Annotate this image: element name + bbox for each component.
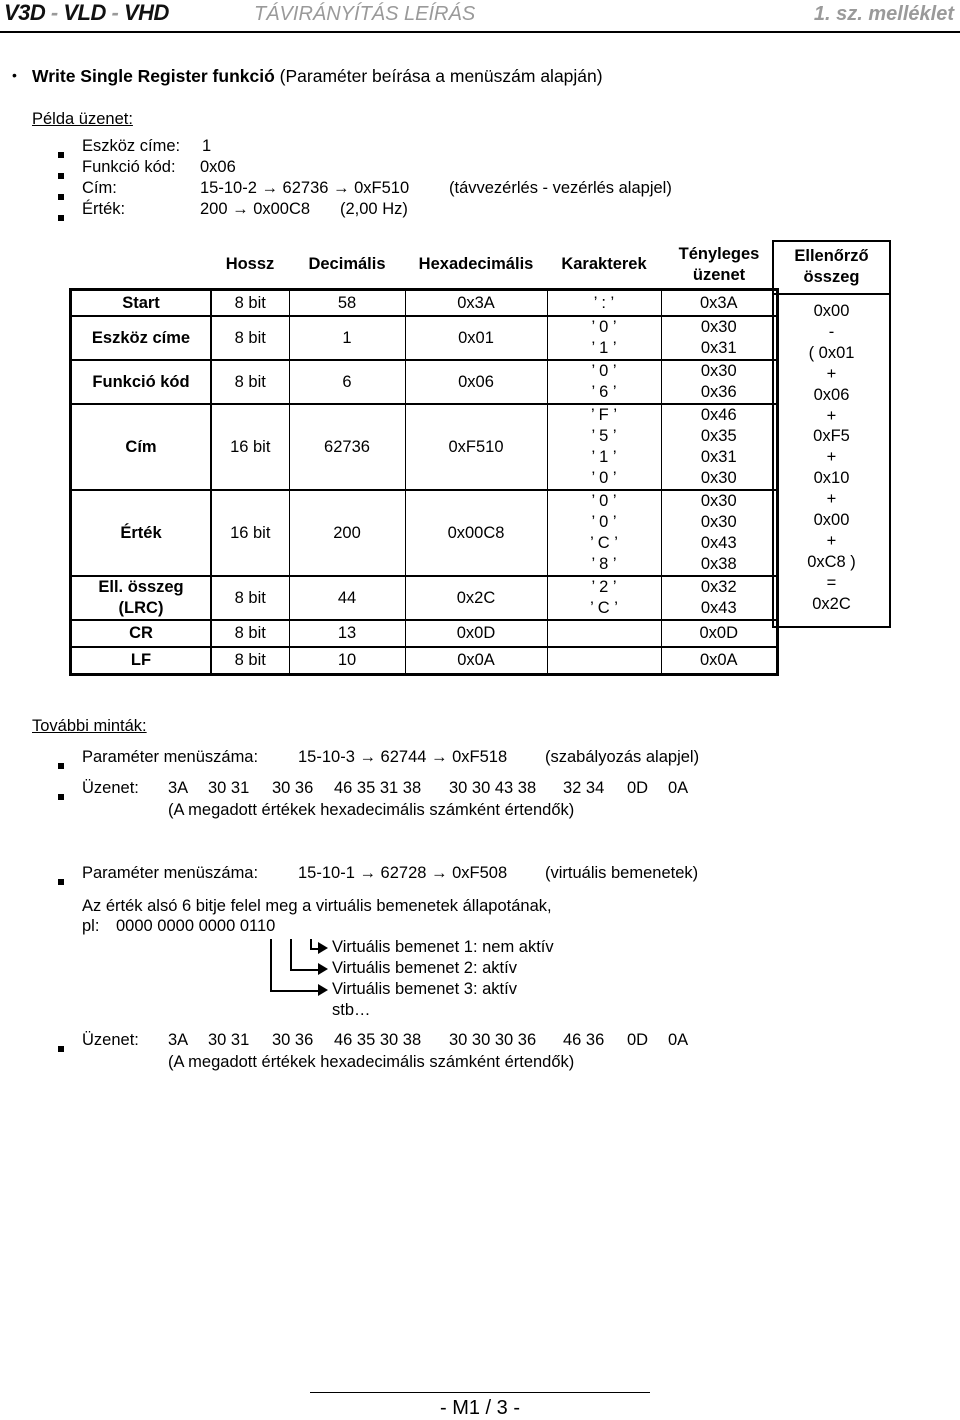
char-value: ’ 6 ’ (591, 383, 617, 401)
char-value: ’ C ’ (590, 599, 618, 617)
checksum-line: ( 0x01 (808, 343, 855, 362)
ex2-note: (virtuális bemenetek) (545, 864, 699, 882)
ex1-label: Paraméter menüszáma: (82, 748, 259, 766)
row-hex: 0x0A (405, 647, 547, 674)
actual-value: 0x0A (699, 651, 738, 669)
row-actual (661, 316, 777, 360)
char-value: ’ 1 ’ (591, 339, 617, 357)
table-row (71, 360, 777, 404)
message-byte: 3A (168, 779, 189, 797)
row-hex: 0x2C (405, 576, 547, 620)
char-value: ’ 0 ’ (591, 492, 617, 510)
message-byte: 0D (627, 779, 649, 797)
row-chars (547, 360, 661, 404)
actual-value: 0x31 (700, 339, 737, 357)
table-row (71, 290, 777, 316)
footer-line (310, 1392, 650, 1393)
actual-value: 0x36 (700, 383, 737, 401)
table-row (71, 316, 777, 360)
row-decimal: 10 (289, 647, 405, 674)
checksum-line: 0xC8 ) (807, 552, 856, 571)
msg1-note: (A megadott értékek hexadecimális számként értendők) (168, 801, 575, 819)
row-decimal: 62736 (289, 404, 405, 490)
example-label: Példa üzenet: (32, 110, 133, 128)
row-length: 8 bit (211, 576, 289, 620)
bit-connector-horizontal (290, 969, 318, 971)
row-hex: 0x01 (405, 316, 547, 360)
actual-value: 0x3A (699, 293, 738, 312)
bullet-square (58, 871, 64, 890)
section-title: Write Single Register funkció (Paraméter beírása a menüszám alapján) (32, 66, 603, 86)
bullet-square (58, 165, 64, 184)
actual-value: 0x43 (700, 599, 737, 617)
row-length: 8 bit (211, 647, 289, 674)
row-length: 16 bit (211, 490, 289, 576)
virtual-input-item: stb… (332, 1001, 371, 1019)
checksum-line: 0x00 (813, 511, 850, 530)
arrow-right-icon (318, 963, 328, 975)
actual-value: 0x31 (700, 448, 737, 466)
actual-value: 0x35 (700, 427, 737, 445)
item-label: Funkció kód: (82, 158, 176, 176)
row-name: CR (71, 620, 211, 647)
char-value: ’ 0 ’ (591, 362, 617, 380)
item-value: 1 (202, 137, 212, 155)
message-byte: 0A (668, 779, 689, 797)
actual-value: 0x30 (700, 362, 737, 380)
checksum-line: 0xF5 (813, 427, 850, 446)
row-name: Eszköz címe (71, 316, 211, 360)
row-chars (547, 316, 661, 360)
row-length: 8 bit (211, 290, 289, 316)
actual-value: 0x30 (700, 492, 737, 510)
char-value: ’ 0 ’ (591, 318, 617, 336)
message-byte: 30 30 43 38 (449, 779, 537, 797)
actual-value: 0x0D (699, 624, 739, 642)
row-actual (661, 490, 777, 576)
row-hex: 0x0D (405, 620, 547, 647)
row-name: Start (71, 290, 211, 316)
virtual-input-item: Virtuális bemenet 3: aktív (332, 980, 517, 998)
msg1-label: Üzenet: (82, 779, 139, 797)
example-bits: 0000 0000 0000 0110 (116, 917, 276, 935)
row-actual (661, 404, 777, 490)
item-note: (távvezérlés - vezérlés alapjel) (449, 179, 672, 197)
checksum-line: + (826, 490, 837, 509)
col-header-hex: Hexadecimális (418, 255, 534, 273)
row-decimal: 1 (289, 316, 405, 360)
message-byte: 46 35 30 38 (334, 1031, 422, 1049)
msg2-note: (A megadott értékek hexadecimális számként értendők) (168, 1053, 575, 1071)
actual-value: 0x30 (700, 318, 737, 336)
virtual-input-item: Virtuális bemenet 2: aktív (332, 959, 517, 977)
actual-value: 0x46 (700, 406, 737, 424)
row-length: 8 bit (211, 360, 289, 404)
header-divider (0, 31, 960, 33)
bullet-square (58, 144, 64, 163)
checksum-line: 0x00 (813, 302, 850, 320)
row-length: 8 bit (211, 620, 289, 647)
row-actual (661, 647, 777, 674)
checksum-line: + (826, 531, 837, 550)
message-byte: 0D (627, 1031, 649, 1049)
message-byte: 30 36 (272, 1031, 314, 1049)
item-label: Cím: (82, 179, 117, 197)
bullet-square (58, 207, 64, 226)
checksum-line: + (826, 406, 837, 425)
message-byte: 3A (168, 1031, 189, 1049)
message-byte: 30 36 (272, 779, 314, 797)
item-note: (2,00 Hz) (340, 200, 408, 218)
char-value: ’ : ’ (593, 293, 615, 312)
char-value: ’ F ’ (591, 406, 617, 424)
message-byte: 30 31 (208, 779, 250, 797)
message-byte: 30 31 (208, 1031, 250, 1049)
row-name: Funkció kód (71, 360, 211, 404)
row-hex: 0x06 (405, 360, 547, 404)
message-byte: 0A (668, 1031, 689, 1049)
row-name: Érték (71, 490, 211, 576)
more-title: További minták: (32, 717, 147, 735)
col-header-length: Hossz (225, 255, 275, 273)
virtual-input-item: Virtuális bemenet 1: nem aktív (332, 938, 554, 956)
row-chars (547, 404, 661, 490)
bullet-square (58, 786, 64, 805)
table-row (71, 620, 777, 647)
checksum-line: = (826, 573, 837, 592)
bit-connector-vertical (310, 939, 312, 948)
row-chars (547, 290, 661, 316)
row-name: LF (71, 647, 211, 674)
bit-connector-vertical (270, 939, 272, 990)
row-decimal: 200 (289, 490, 405, 576)
item-value: 0x06 (200, 158, 236, 176)
actual-value: 0x30 (700, 513, 737, 531)
row-name: Ell. összeg (LRC) (71, 576, 211, 620)
table-row (71, 647, 777, 674)
row-decimal: 13 (289, 620, 405, 647)
actual-value: 0x38 (700, 555, 737, 573)
example-pl-label: pl: (82, 917, 100, 935)
ex2-label: Paraméter menüszáma: (82, 864, 259, 882)
checksum-header: Ellenőrző összeg (794, 247, 869, 286)
item-value: 15-10-2 → 62736 → 0xF510 (200, 179, 410, 197)
section-bullet: • (12, 67, 17, 83)
register-table (70, 240, 778, 675)
row-length: 16 bit (211, 404, 289, 490)
row-length: 8 bit (211, 316, 289, 360)
arrow-right-icon (318, 942, 328, 954)
char-value: ’ 8 ’ (591, 555, 617, 573)
checksum-line: + (826, 364, 837, 383)
checksum-line: - (828, 322, 835, 341)
item-label: Eszköz címe: (82, 137, 181, 155)
row-hex: 0xF510 (405, 404, 547, 490)
actual-value: 0x32 (700, 578, 737, 596)
row-chars (547, 490, 661, 576)
bit-connector-horizontal (270, 990, 318, 992)
row-actual (661, 620, 777, 647)
checksum-line: 0x2C (812, 594, 851, 613)
annex-label: 1. sz. melléklet (813, 3, 954, 25)
message-byte: 32 34 (563, 779, 605, 797)
checksum-line: + (826, 448, 837, 467)
message-byte: 46 36 (563, 1031, 605, 1049)
bullet-square (58, 755, 64, 774)
actual-value: 0x30 (700, 469, 737, 487)
page-number: - M1 / 3 - (439, 1397, 520, 1419)
item-value: 200 → 0x00C8 (200, 200, 311, 218)
bit-connector-vertical (290, 939, 292, 969)
row-chars (547, 576, 661, 620)
message-byte: 46 35 31 38 (334, 779, 422, 797)
checksum-line: 0x06 (813, 385, 850, 404)
brand-logo: V3D - VLD - VHD (4, 0, 169, 25)
bullet-square (58, 1038, 64, 1057)
bullet-square (58, 186, 64, 205)
row-actual (661, 360, 777, 404)
ex1-value: 15-10-3 → 62744 → 0xF518 (298, 748, 508, 766)
bit-connector-horizontal (310, 948, 318, 950)
char-value: ’ C ’ (590, 534, 618, 552)
col-header-chars: Karakterek (561, 255, 647, 273)
msg2-label: Üzenet: (82, 1031, 139, 1049)
row-hex: 0x3A (405, 290, 547, 316)
char-value: ’ 2 ’ (591, 578, 617, 596)
char-value: ’ 1 ’ (591, 448, 617, 466)
document-title: TÁVIRÁNYÍTÁS LEÍRÁS (254, 3, 476, 25)
col-header-actual: Tényleges üzenet (678, 244, 760, 284)
char-value: ’ 5 ’ (591, 427, 617, 445)
row-decimal: 6 (289, 360, 405, 404)
char-value: ’ 0 ’ (591, 469, 617, 487)
checksum-line: 0x10 (813, 469, 850, 488)
message-byte: 30 30 30 36 (449, 1031, 537, 1049)
table-row (71, 404, 777, 490)
col-header-decimal: Decimális (308, 255, 386, 273)
arrow-right-icon (318, 984, 328, 996)
checksum-box (772, 240, 891, 628)
row-hex: 0x00C8 (405, 490, 547, 576)
row-actual (661, 290, 777, 316)
row-decimal: 44 (289, 576, 405, 620)
virtual-input-desc: Az érték alsó 6 bitje felel meg a virtuális bemenetek állapotának, (82, 897, 552, 915)
item-label: Érték: (82, 200, 126, 218)
table-row (71, 490, 777, 576)
ex1-note: (szabályozás alapjel) (545, 748, 700, 766)
char-value: ’ 0 ’ (591, 513, 617, 531)
ex2-value: 15-10-1 → 62728 → 0xF508 (298, 864, 508, 882)
actual-value: 0x43 (700, 534, 737, 552)
row-name: Cím (71, 404, 211, 490)
row-chars (547, 620, 661, 647)
row-actual (661, 576, 777, 620)
row-decimal: 58 (289, 290, 405, 316)
row-chars (547, 647, 661, 674)
table-row (71, 576, 777, 620)
